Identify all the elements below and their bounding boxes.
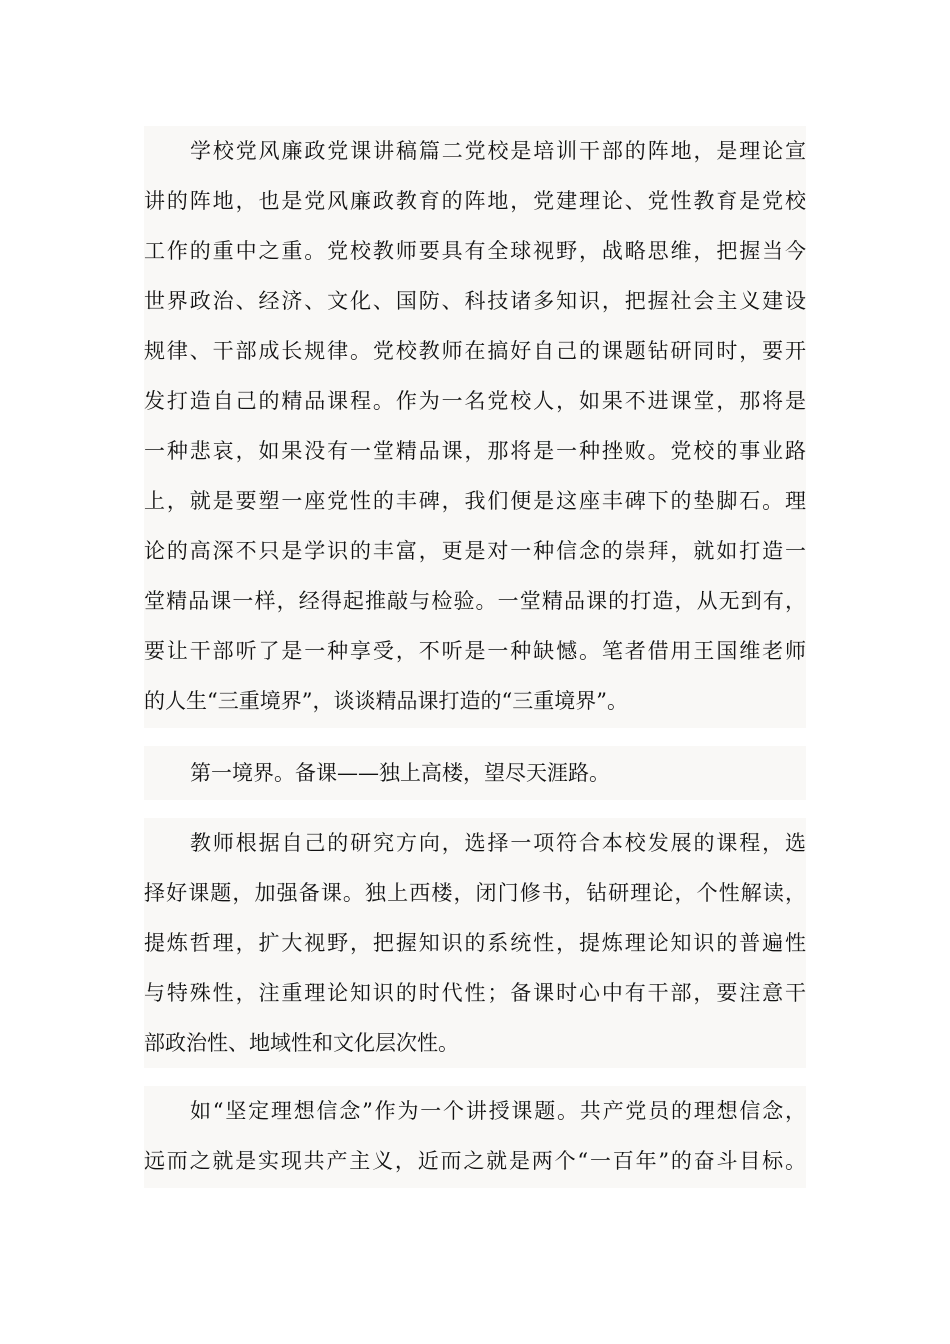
- paragraph-intro: [144, 126, 806, 728]
- text-line: 择好课题，加强备课。独上西楼，闭门修书，钻研理论，个性解读，: [144, 881, 806, 905]
- text-line: 讲的阵地，也是党风廉政教育的阵地，党建理论、党性教育是党校: [144, 189, 806, 213]
- text-line: 远而之就是实现共产主义，近而之就是两个“一百年”的奋斗目标。: [144, 1149, 806, 1173]
- heading-text: 第一境界。备课——独上高楼，望尽天涯路。: [190, 761, 610, 785]
- text-line: 上，就是要塑一座党性的丰碑，我们便是这座丰碑下的垫脚石。理: [144, 489, 806, 513]
- text-line: 规律、干部成长规律。党校教师在搞好自己的课题钻研同时，要开: [144, 339, 806, 363]
- paragraph-example: [144, 1086, 806, 1188]
- text-line: 堂精品课一样，经得起推敲与检验。一堂精品课的打造，从无到有，: [144, 589, 806, 613]
- text-line: 提炼哲理，扩大视野，把握知识的系统性，提炼理论知识的普遍性: [144, 931, 806, 955]
- text-line: 教师根据自己的研究方向，选择一项符合本校发展的课程，选: [190, 831, 806, 855]
- text-line: 学校党风廉政党课讲稿篇二党校是培训干部的阵地，是理论宣: [190, 139, 806, 163]
- paragraph-preparation: [144, 818, 806, 1068]
- text-line: 工作的重中之重。党校教师要具有全球视野，战略思维，把握当今: [144, 239, 806, 263]
- text-line: 一种悲哀，如果没有一堂精品课，那将是一种挫败。党校的事业路: [144, 439, 806, 463]
- text-line: 与特殊性，注重理论知识的时代性；备课时心中有干部，要注意干: [144, 981, 806, 1005]
- text-line: 世界政治、经济、文化、国防、科技诸多知识，把握社会主义建设: [144, 289, 806, 313]
- section-heading-first-realm: [144, 746, 806, 800]
- text-line: 如“坚定理想信念”作为一个讲授课题。共产党员的理想信念，: [190, 1099, 806, 1123]
- text-line: 要让干部听了是一种享受，不听是一种缺憾。笔者借用王国维老师: [144, 639, 806, 663]
- text-line: 论的高深不只是学识的丰富，更是对一种信念的崇拜，就如打造一: [144, 539, 806, 563]
- text-line: 部政治性、地域性和文化层次性。: [144, 1031, 459, 1055]
- text-line: 发打造自己的精品课程。作为一名党校人，如果不进课堂，那将是: [144, 389, 806, 413]
- text-line: 的人生“三重境界”，谈谈精品课打造的“三重境界”。: [144, 689, 628, 713]
